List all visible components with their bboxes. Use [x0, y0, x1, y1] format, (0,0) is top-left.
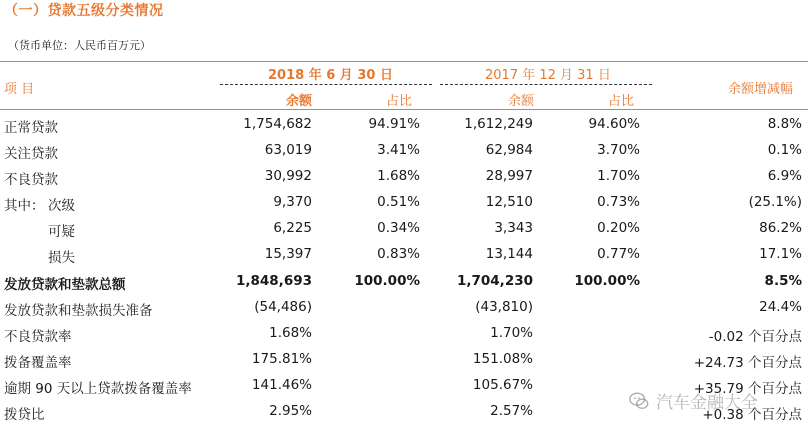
ratio-2018-header: 占比	[386, 94, 413, 109]
balance-change: 17.1%	[759, 246, 802, 262]
balance-change: 0.1%	[767, 142, 802, 158]
balance-change: 24.4%	[759, 299, 802, 315]
item-column-header: 项 目	[4, 82, 35, 97]
watermark	[628, 388, 758, 413]
balance-2017: 151.08%	[472, 351, 533, 367]
balance-2017: 1.70%	[490, 325, 533, 341]
wechat-icon	[628, 390, 650, 412]
table-row	[0, 242, 808, 268]
ratio-2017-header: 占比	[608, 94, 635, 109]
balance-change: +0.38 个百分点	[702, 407, 802, 423]
balance-2018: 15,397	[264, 246, 312, 262]
row-label: 其中：	[4, 198, 45, 214]
balance-2017: 3,343	[494, 220, 533, 236]
ratio-2018: 94.91%	[368, 116, 420, 132]
ratio-2017: 100.00%	[574, 273, 640, 289]
balance-2018: 1.68%	[269, 325, 312, 341]
ratio-2018: 0.34%	[377, 220, 420, 236]
ratio-2017: 0.73%	[597, 194, 640, 210]
period-2017-divider	[440, 84, 652, 85]
ratio-2018: 3.41%	[377, 142, 420, 158]
table-row	[0, 321, 808, 347]
header-top-rule	[0, 61, 808, 62]
balance-2018: 141.46%	[251, 377, 312, 393]
balance-change: 8.8%	[767, 116, 802, 132]
ratio-2018: 0.51%	[377, 194, 420, 210]
table-row	[0, 347, 808, 373]
balance-change: -0.02 个百分点	[708, 329, 802, 345]
balance-2018: 63,019	[264, 142, 312, 158]
row-sublabel: 损失	[48, 250, 75, 266]
ratio-2017: 1.70%	[597, 168, 640, 184]
table-row	[0, 216, 808, 242]
period-2017-header: 2017 年 12 月 31 日	[485, 68, 611, 83]
balance-change: +24.73 个百分点	[693, 355, 802, 371]
row-label: 拨贷比	[4, 407, 45, 423]
table-row	[0, 295, 808, 321]
row-label: 不良贷款率	[4, 329, 72, 345]
balance-2018: 2.95%	[269, 403, 312, 419]
table-row	[0, 190, 808, 216]
ratio-2017: 0.77%	[597, 246, 640, 262]
balance-2017: 2.57%	[490, 403, 533, 419]
table-row	[0, 112, 808, 138]
balance-2017: 28,997	[485, 168, 533, 184]
row-sublabel: 可疑	[48, 224, 75, 240]
balance-2017: 12,510	[485, 194, 533, 210]
table-row-total	[0, 269, 808, 295]
change-column-header: 余额增减幅	[728, 82, 794, 97]
balance-change: 8.5%	[764, 273, 802, 289]
balance-2018: 30,992	[264, 168, 312, 184]
period-2018-divider	[220, 84, 432, 85]
balance-2017: 1,612,249	[464, 116, 533, 132]
period-2018-header: 2018 年 6 月 30 日	[268, 68, 393, 83]
ratio-2018: 100.00%	[354, 273, 420, 289]
balance-2017: 1,704,230	[456, 273, 533, 289]
row-label: 拨备覆盖率	[4, 355, 72, 371]
balance-change: 86.2%	[759, 220, 802, 236]
balance-2018: (54,486)	[254, 299, 312, 315]
watermark-text: 汽车金融大全	[656, 393, 758, 413]
section-title: （一）贷款五级分类情况	[4, 3, 164, 19]
row-label: 不良贷款	[4, 172, 58, 188]
header-bottom-rule	[0, 109, 808, 110]
row-label: 关注贷款	[4, 146, 58, 162]
balance-2017-header: 余额	[508, 94, 535, 109]
row-label: 发放贷款和垫款总额	[4, 277, 126, 293]
balance-change: +35.79 个百分点	[693, 381, 802, 397]
row-label: 正常贷款	[4, 120, 58, 136]
ratio-2017: 0.20%	[597, 220, 640, 236]
table-row	[0, 138, 808, 164]
ratio-2017: 3.70%	[597, 142, 640, 158]
table-row	[0, 164, 808, 190]
ratio-2017: 94.60%	[588, 116, 640, 132]
balance-2018: 1,848,693	[235, 273, 312, 289]
balance-2017: 13,144	[485, 246, 533, 262]
balance-2018: 6,225	[273, 220, 312, 236]
balance-2017: (43,810)	[475, 299, 533, 315]
row-label: 逾期 90 天以上贷款拨备覆盖率	[4, 381, 192, 397]
currency-unit-note: （货币单位：人民币百万元）	[8, 39, 151, 52]
balance-2018-header: 余额	[286, 94, 313, 109]
row-label: 发放贷款和垫款损失准备	[4, 303, 153, 319]
balance-2018: 1,754,682	[243, 116, 312, 132]
row-sublabel: 次级	[48, 198, 75, 214]
balance-change: (25.1%)	[748, 194, 802, 210]
ratio-2018: 1.68%	[377, 168, 420, 184]
balance-2017: 62,984	[485, 142, 533, 158]
balance-change: 6.9%	[767, 168, 802, 184]
balance-2018: 9,370	[273, 194, 312, 210]
balance-2017: 105.67%	[472, 377, 533, 393]
ratio-2018: 0.83%	[377, 246, 420, 262]
balance-2018: 175.81%	[251, 351, 312, 367]
